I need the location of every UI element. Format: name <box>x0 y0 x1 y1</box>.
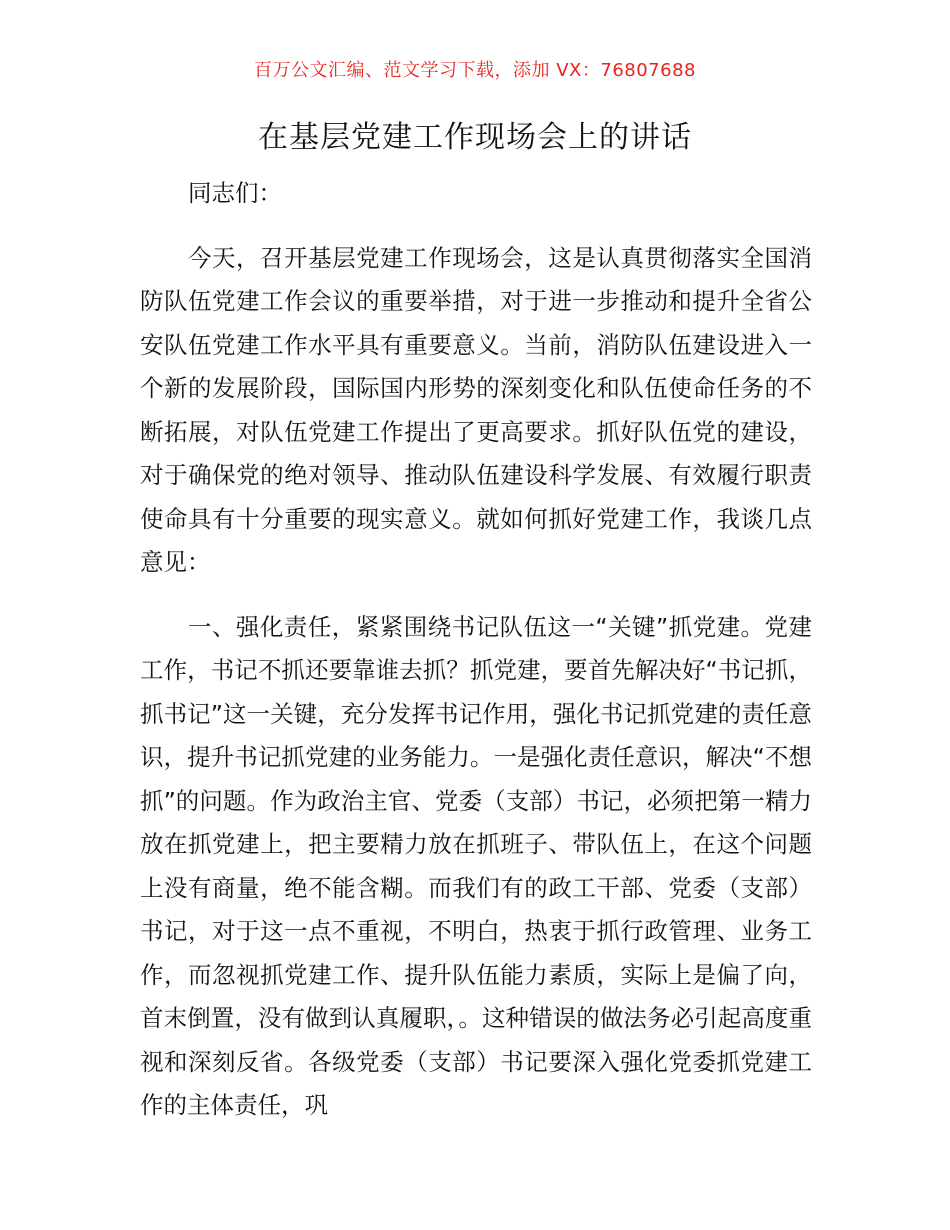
promo-header: 百万公文汇编、范文学习下载，添加 VX：76807688 <box>254 60 696 81</box>
paragraph-opening: 今天，召开基层党建工作现场会，这是认真贯彻落实全国消防队伍党建工作会议的重要举措，对于进一步推动和提升全省公安队伍党建工作水平具有重要意义。当前，消防队伍建设进入一个新的发展阶段，国际国内形势的深刻变化和队伍使命任务的不断拓展，对队伍党建工作提出了更高要求。抓好队伍党的建设，对于确保党的绝对领导、推动队伍建设科学发展、有效履行职责使命具有十分重要的现实意义。就如何抓好党建工作，我谈几点意见： <box>140 243 812 576</box>
salutation: 同志们： <box>188 179 282 207</box>
paragraph-section-one: 一、强化责任，紧紧围绕书记队伍这一“关键”抓党建。党建工作，书记不抓还要靠谁去抓？抓党建，要首先解决好“书记抓，抓书记”这一关键，充分发挥书记作用，强化书记抓党建的责任意识，提升书记抓党建的业务能力。一是强化责任意识，解决“不想抓”的问题。作为政治主官、党委（支部）书记，必须把第一精力放在抓党建上，把主要精力放在抓班子、带队伍上，在这个问题上没有商量，绝不能含糊。而我们有的政工干部、党委（支部）书记，对于这一点不重视，不明白，热衷于抓行政管理、业务工作，而忽视抓党建工作、提升队伍能力素质，实际上是偏了向，首末倒置，没有做到认真履职，。这种错误的做法务必引起高度重视和深刻反省。各级党委（支部）书记要深入强化党委抓党建工作的主体责任，巩 <box>140 612 812 1119</box>
document-body <box>140 172 812 1128</box>
document-title: 在基层党建工作现场会上的讲话 <box>258 120 692 155</box>
